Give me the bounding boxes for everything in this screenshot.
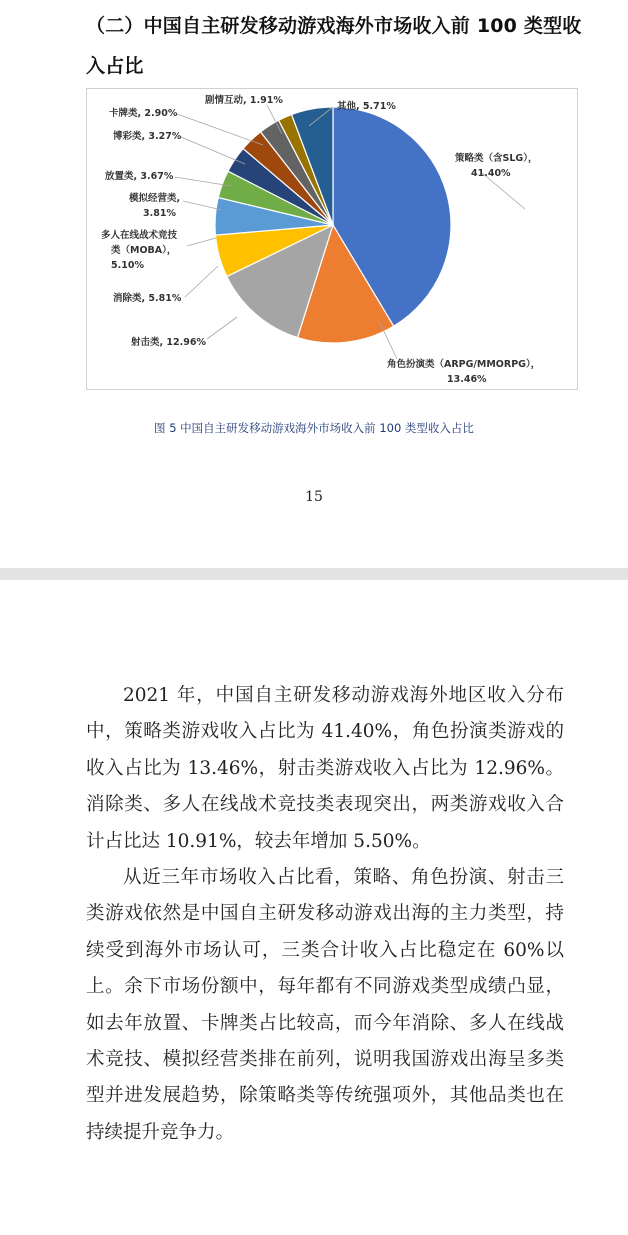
slice-label: 角色扮演类（ARPG/MMORPG）， 13.46% xyxy=(387,359,541,385)
leader-line xyxy=(181,137,245,164)
leader-line xyxy=(207,317,237,339)
paragraph: 2021 年，中国自主研发移动游戏海外地区收入分布中，策略类游戏收入占比为 41.40%，角色扮演类游戏的收入占比为 13.46%，射击类游戏收入占比为 12.96%。消除类、多人在线战术竞技类表现突出，两类游戏收入合计占比达 10.91%，较去年增加 5.50%。 xyxy=(86,685,564,852)
body-text xyxy=(86,678,564,1151)
slice-label: 博彩类, 3.27% xyxy=(113,131,182,142)
slice-label: 射击类, 12.96% xyxy=(131,337,206,348)
page-number: 15 xyxy=(305,489,323,505)
pie-chart-container xyxy=(86,88,578,390)
slice-label: 放置类, 3.67% xyxy=(105,171,174,182)
slice-label: 剧情互动, 1.91% xyxy=(205,95,283,106)
page-divider xyxy=(0,568,628,580)
figure-caption: 图 5 中国自主研发移动游戏海外市场收入前 100 类型收入占比 xyxy=(154,421,474,435)
slice-label: 多人在线战术竞技类（MOBA）， 5.10% xyxy=(101,230,178,271)
leader-line xyxy=(185,266,218,297)
pie-chart xyxy=(87,89,579,391)
slice-label: 消除类, 5.81% xyxy=(113,293,182,304)
slice-label: 模拟经营类, 3.81% xyxy=(129,193,181,219)
slice-label: 其他, 5.71% xyxy=(337,101,396,112)
slice-label: 卡牌类, 2.90% xyxy=(109,108,178,119)
leader-line xyxy=(175,177,231,186)
leader-line xyxy=(187,238,216,246)
paragraph: 从近三年市场收入占比看，策略、角色扮演、射击三类游戏依然是中国自主研发移动游戏出海的主力类型，持续受到海外市场认可，三类合计收入占比稳定在 60%以上。余下市场份额中，每年都有不同游戏类型成绩凸显，如去年放置、卡牌类占比较高，而今年消除、多人在线战术竞技、模拟经营类排在前列，说明我国游戏出海呈多类型并进发展趋势，除策略类等传统强项外，其他品类也在持续提升竞争力。 xyxy=(86,867,564,1143)
section-heading: （二）中国自主研发移动游戏海外市场收入前 100 类型收入占比 xyxy=(86,15,582,77)
slice-label: 策略类（含SLG）， 41.40% xyxy=(455,153,538,179)
